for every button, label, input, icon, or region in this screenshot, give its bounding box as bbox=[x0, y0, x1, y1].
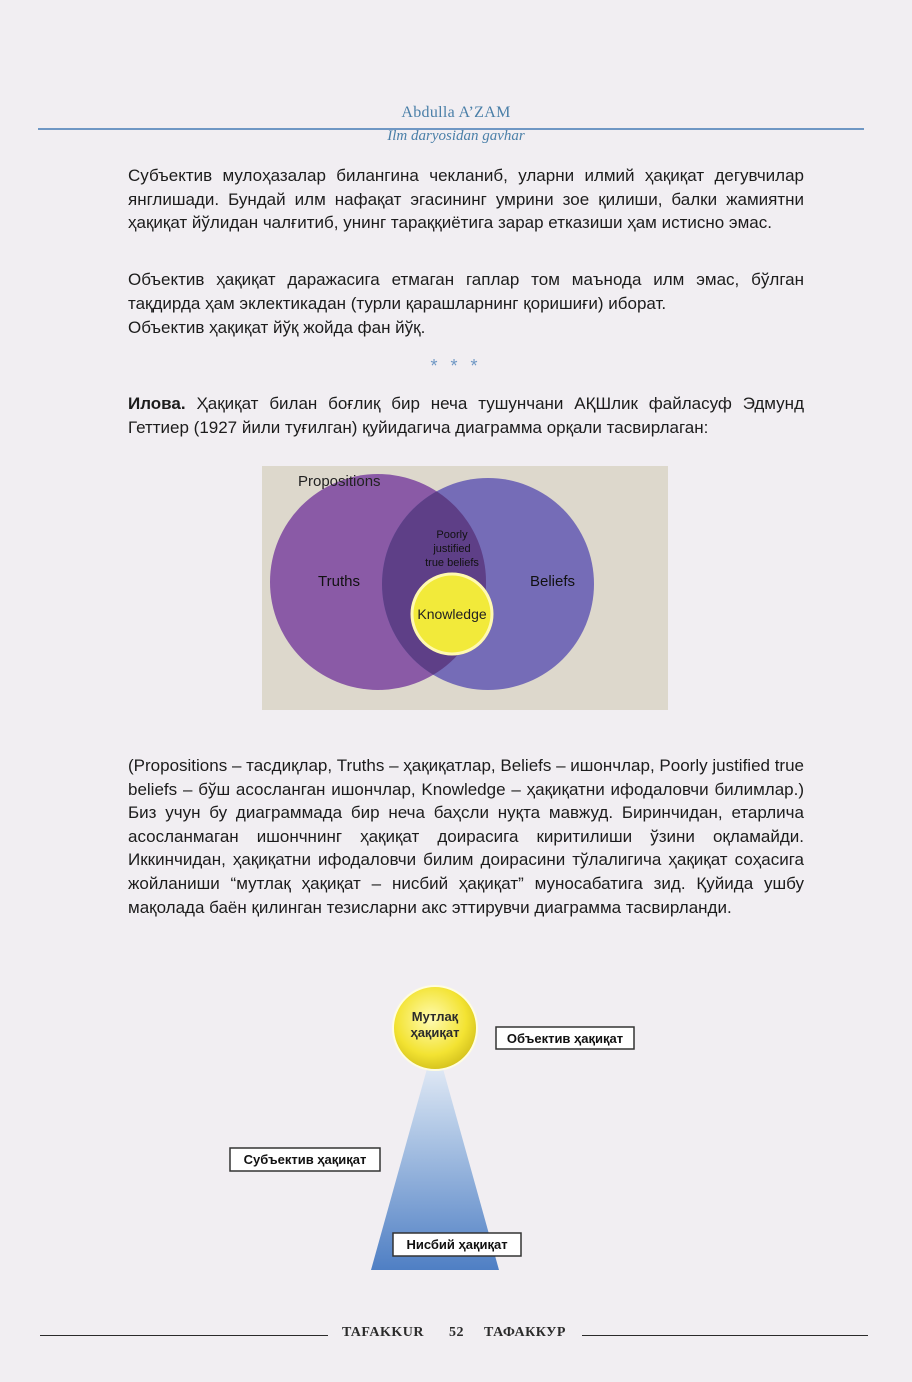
paragraph-4 bbox=[128, 392, 804, 439]
page-number: 52 bbox=[449, 1325, 464, 1340]
truth-pyramid-diagram bbox=[225, 985, 645, 1275]
paragraph-5 bbox=[128, 754, 804, 919]
page-footer bbox=[0, 1325, 912, 1345]
paragraph-5-text: (Propositions – тасдиқлар, Truths – ҳақиқатлар, Beliefs – ишончлар, Poorly justified true beliefs – бўш асосланган ишончлар, Knowledge – ҳақиқатни ифодаловчи билимлар.) Биз учун бу диаграммада бир неча баҳсли нуқта мавжуд. Биринчидан, етарлича асосланмаган ишончнинг ҳақиқат доирасига киритилиши ўзини оқламайди. Иккинчидан, ҳақиқатни ифодаловчи билим доирасини тўлалигича ҳақиқат соҳасига жойланиши “мутлақ ҳақиқат – нисбий ҳақиқат” муносабатига зид. Қуйида ушбу мақолада баён қилинган тезисларни акс эттирувчи диаграмма тасвирланди. bbox=[128, 756, 804, 917]
paragraph-4-text: Ҳақиқат билан боғлиқ бир неча тушунчани АҚШлик файласуф Эдмунд Геттиер (1927 йили туғилган) қуйидагича диаграмма орқали тасвирлаган: bbox=[128, 394, 804, 437]
running-header bbox=[0, 104, 912, 144]
paragraph-2-text: Объектив ҳақиқат даражасига етмаган гаплар том маънода илм эмас, бўлган тақдирда ҳам эклектикадан (турли қарашларнинг қоришиғи) иборат. bbox=[128, 270, 804, 313]
propositions-label: Propositions bbox=[298, 473, 381, 490]
poorly-justified-label-1: Poorly bbox=[436, 529, 468, 541]
subjective-truth-label: Субъектив ҳақиқат bbox=[243, 1152, 367, 1167]
section-separator: * * * bbox=[430, 356, 482, 376]
beliefs-label: Beliefs bbox=[530, 573, 576, 590]
relative-truth-label: Нисбий ҳақиқат bbox=[406, 1237, 508, 1252]
absolute-truth-label-2: ҳақиқат bbox=[410, 1025, 460, 1040]
absolute-truth-label-1: Мутлақ bbox=[411, 1009, 459, 1024]
footer-journal-cyrillic: ТАФАККУР bbox=[484, 1325, 566, 1340]
knowledge-label: Knowledge bbox=[417, 606, 487, 622]
poorly-justified-label-3: true beliefs bbox=[425, 557, 479, 569]
paragraph-3-text: Объектив ҳақиқат йўқ жойда фан йўқ. bbox=[128, 318, 426, 337]
poorly-justified-label-2: justified bbox=[433, 543, 471, 555]
paragraph-2 bbox=[128, 268, 804, 315]
footer-rule-left bbox=[40, 1335, 328, 1336]
gettier-venn-diagram bbox=[262, 466, 668, 710]
header-subtitle: Ilm daryosidan gavhar bbox=[387, 128, 525, 144]
addendum-label: Илова. bbox=[128, 394, 186, 413]
paragraph-1-text: Субъектив мулоҳазалар билангина чекланиб, уларни илмий ҳақиқат дегувчилар янглишади. Бундай илм нафақат эгасининг умрини зое қилиши, балки жамиятни ҳақиқат йўлидан чалғитиб, унинг тараққиётига зарар етказиши ҳам истисно эмас. bbox=[128, 166, 804, 233]
header-author: Abdulla A’ZAM bbox=[401, 104, 511, 121]
footer-journal-latin: TAFAKKUR bbox=[342, 1325, 425, 1340]
paragraph-1 bbox=[128, 164, 804, 235]
footer-rule-right bbox=[582, 1335, 868, 1336]
paragraph-3 bbox=[128, 316, 804, 340]
truths-label: Truths bbox=[318, 573, 360, 590]
objective-truth-label: Объектив ҳақиқат bbox=[506, 1031, 624, 1046]
